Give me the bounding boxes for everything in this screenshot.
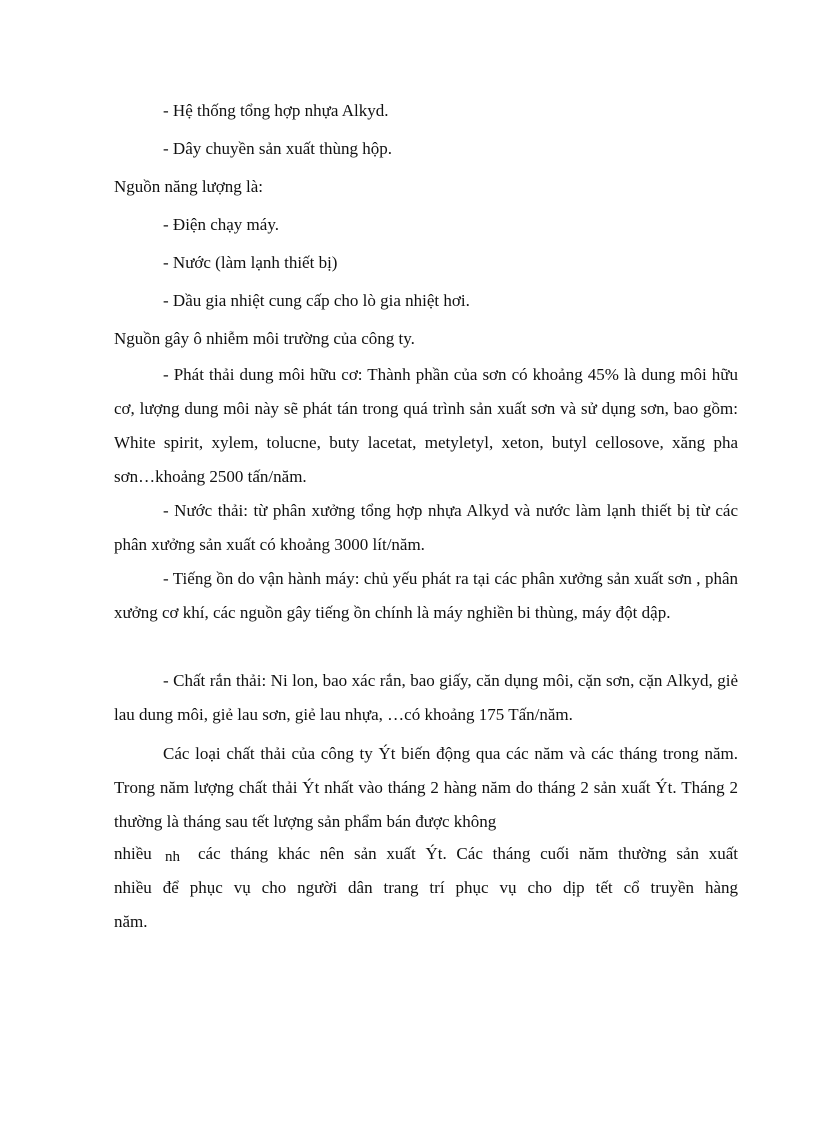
paragraph-organic-solvent: - Phát thải dung môi hữu cơ: Thành phần của sơn có khoảng 45% là dung môi hữu cơ, lượng dung môi này sẽ phát tán trong quá trình sản xuất sơn và sử dụng sơn, bao gồm: White spirit, xylem, tolucne, buty lacetat, metyletyl, xeton, butyl cellosove, xăng pha sơn…khoảng 2500 tấn/năm. [114, 365, 738, 486]
paragraph-waste-variation: Các loại chất thải của công ty Ýt biến động qua các năm và các tháng trong năm. Trong năm lượng chất thải Ýt nhất vào tháng 2 hàng năm do tháng 2 sản xuất Ýt. Tháng 2 thường là tháng sau tết lượng sản phẩm bán được không [114, 744, 738, 831]
word-nhieu: nhiều [114, 844, 152, 863]
bullet-electricity: - Điện chạy máy. [163, 215, 279, 234]
pollution-heading: Nguồn gây ô nhiễm môi trường của công ty. [114, 329, 415, 348]
paragraph-noise: - Tiếng ồn do vận hành máy: chủ yếu phát ra tại các phân xưởng sản xuất sơn , phân xưởng cơ khí, các nguồn gây tiếng ồn chính là máy nghiền bi thùng, máy đột dập. [114, 569, 738, 622]
paragraph-solid-waste: - Chất rắn thải: Ni lon, bao xác rắn, bao giấy, căn dụng môi, cặn sơn, cặn Alkyd, giẻ lau dung môi, giẻ lau sơn, giẻ lau nhựa, …có khoảng 175 Tấn/năm. [114, 671, 738, 724]
bullet-box-line: - Dây chuyền sản xuất thùng hộp. [163, 139, 392, 158]
stray-nh-mark: nh [165, 849, 180, 865]
paragraph-waste-variation-end: năm. [114, 912, 148, 931]
energy-heading: Nguồn năng lượng là: [114, 177, 263, 196]
bullet-thermal-oil: - Dầu gia nhiệt cung cấp cho lò gia nhiệt hơi. [163, 291, 470, 310]
bullet-alkyd-system: - Hệ thống tổng hợp nhựa Alkyd. [163, 101, 389, 120]
paragraph-waste-variation-line4: các tháng khác nên sản xuất Ýt. Các tháng cuối năm thường sản xuất [198, 844, 738, 863]
paragraph-waste-variation-line5: nhiều để phục vụ cho người dân trang trí phục vụ cho dịp tết cổ truyền hàng [114, 878, 738, 897]
paragraph-wastewater: - Nước thải: từ phân xưởng tổng hợp nhựa Alkyd và nước làm lạnh thiết bị từ các phân xưởng sản xuất có khoảng 3000 lít/năm. [114, 501, 738, 554]
bullet-water: - Nước (làm lạnh thiết bị) [163, 253, 338, 272]
